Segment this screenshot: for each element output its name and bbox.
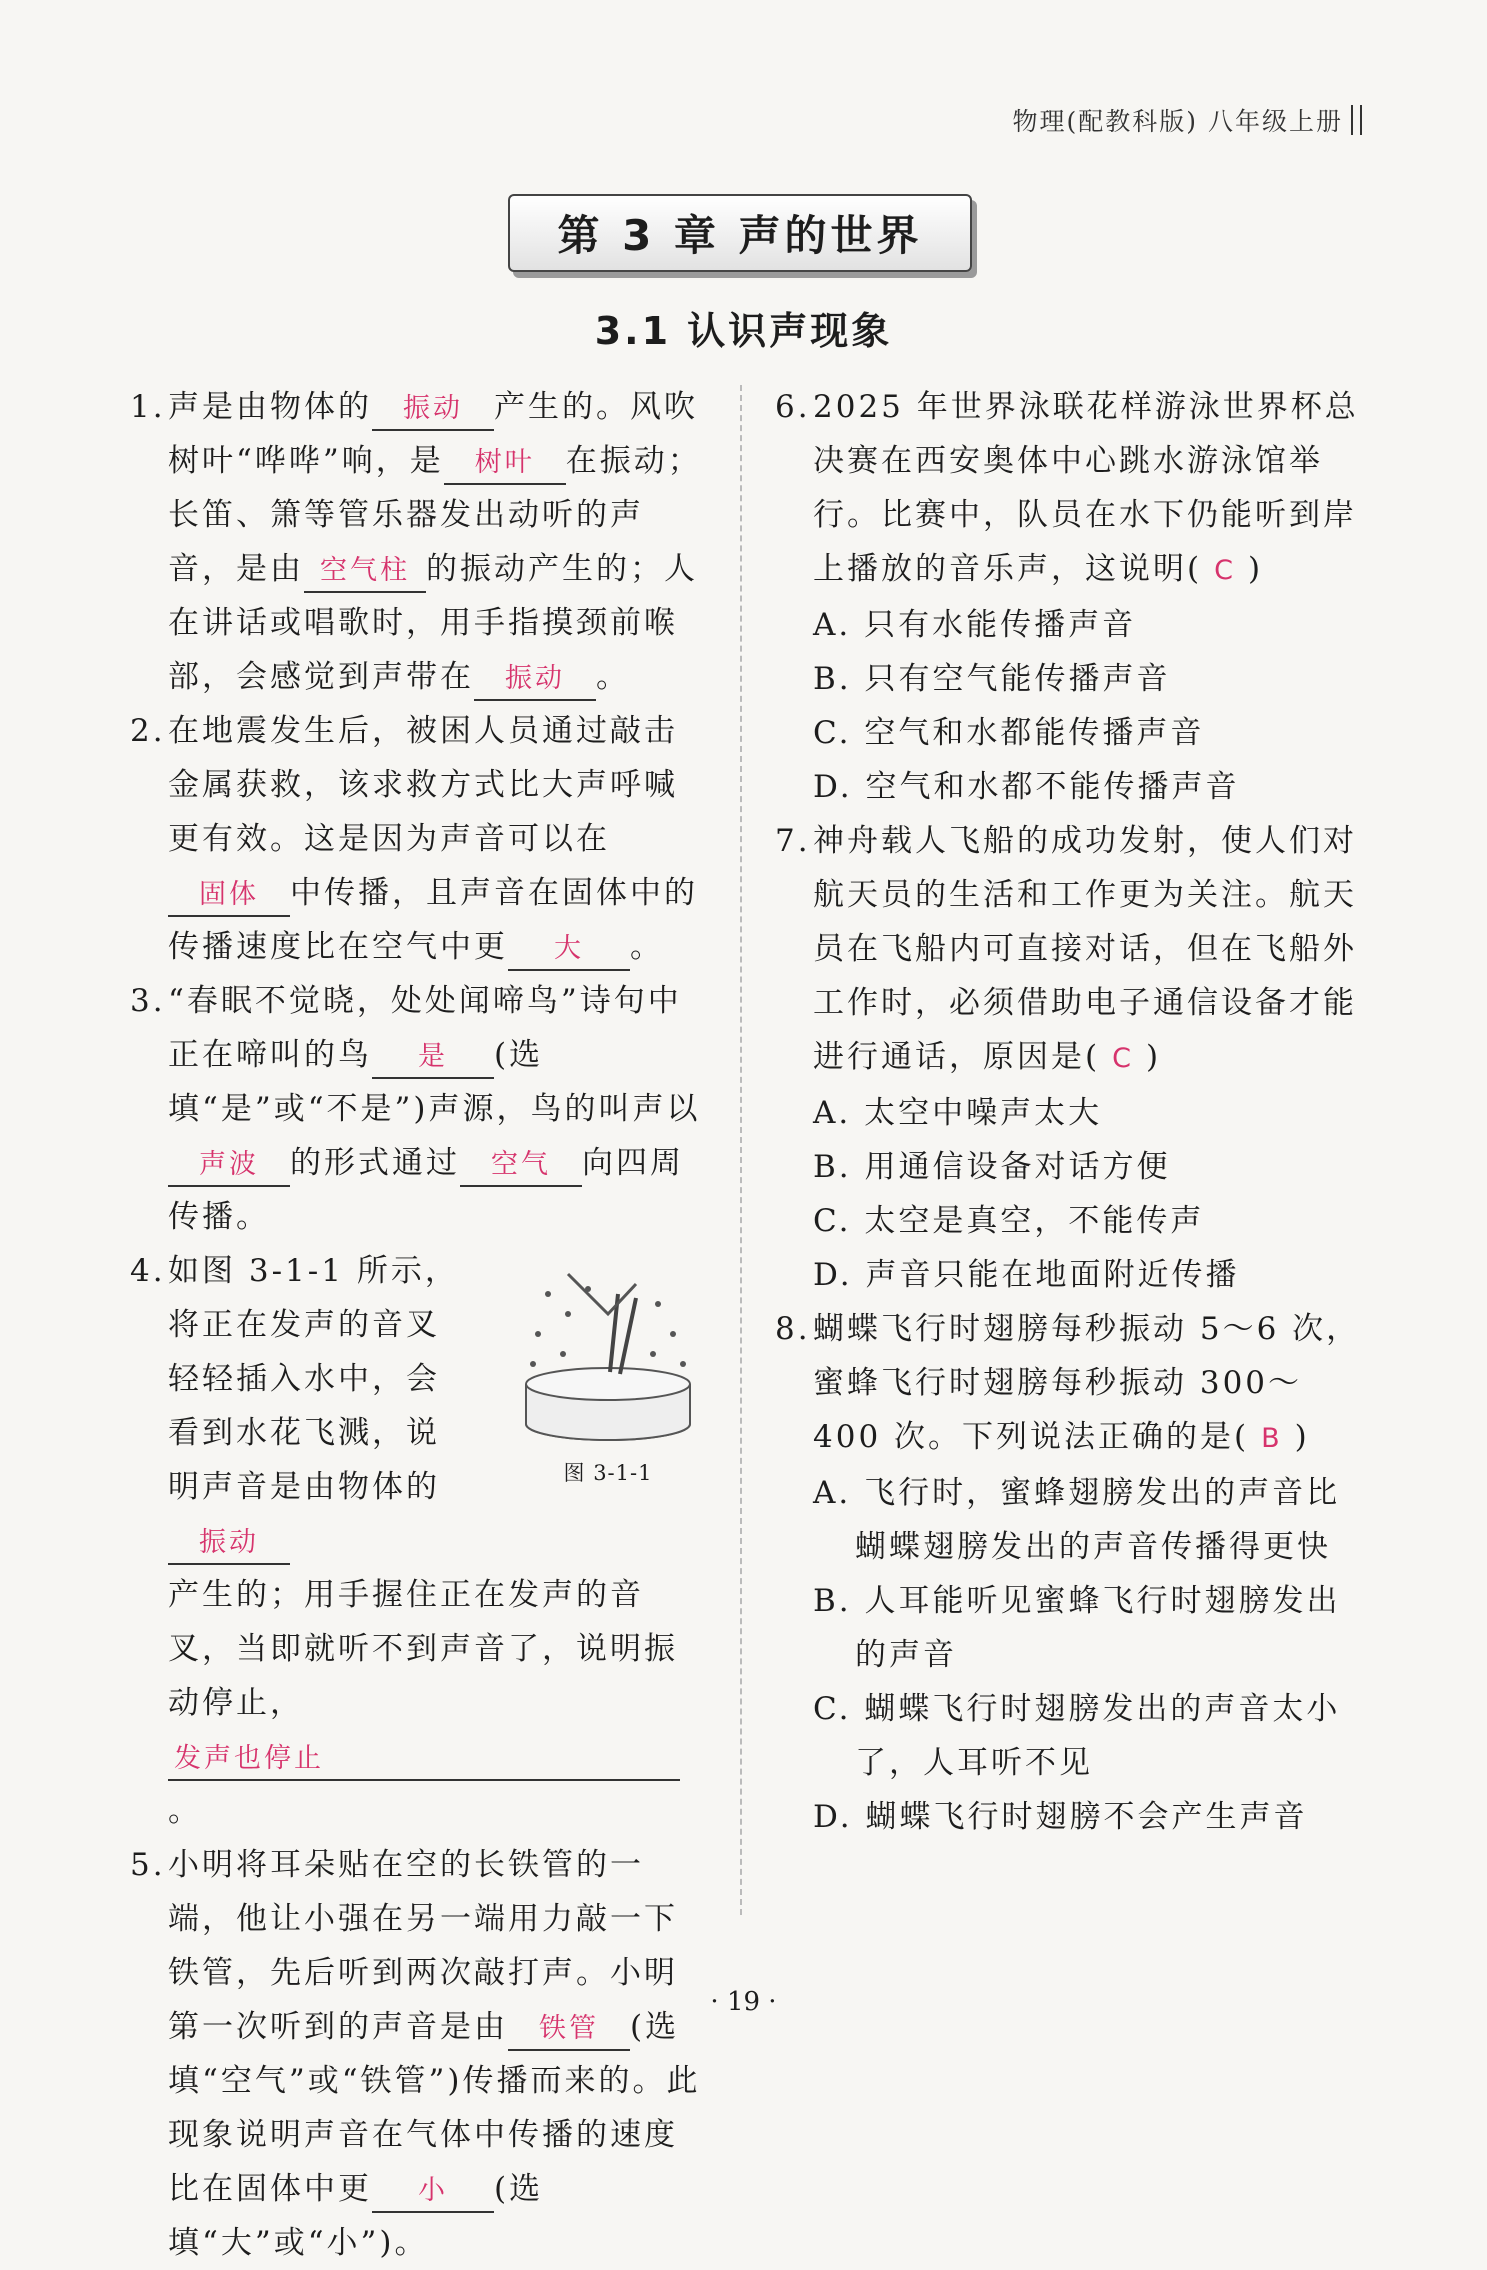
header-text: 物理(配教科版) 八年级上册 (1012, 107, 1343, 136)
option-a[interactable]: A. 太空中噪声太大 (813, 1095, 1103, 1131)
section-title: 3.1 认识声现象 (594, 309, 893, 353)
question-4 (130, 1244, 710, 1838)
option-c[interactable]: C. 空气和水都能传播声音 (813, 715, 1205, 751)
header-bars (1351, 105, 1362, 135)
answer-choice[interactable]: C (1112, 1043, 1134, 1074)
tuning-fork-figure (508, 1254, 708, 1488)
question-8 (775, 1302, 1365, 1844)
answer-blank[interactable]: 声波 (168, 1145, 290, 1187)
question-text: ) (1145, 1039, 1162, 1075)
question-text: ) (1247, 551, 1264, 587)
question-number: 6. (775, 389, 811, 425)
question-1 (130, 380, 710, 704)
question-text: 产生的；用手握住正在发声的音叉，当即就听不到声音了，说明振动停止， (168, 1577, 678, 1721)
page-number: · 19 · (710, 1987, 777, 2017)
option-b[interactable]: B. 人耳能听见蜜蜂飞行时翅膀发出的声音 (813, 1583, 1341, 1673)
question-number: 8. (775, 1311, 811, 1347)
question-text: 。 (168, 1793, 202, 1829)
question-text: 小明将耳朵贴在空的长铁管的一端，他让小强在另一端用力敲一下铁管，先后听到两次敲打声。小明第一次听到的声音是由 (168, 1847, 678, 2045)
question-text: (选填“是”或“不是”)声源，鸟的叫声以 (168, 1037, 701, 1127)
chapter-title: 第 3 章 声的世界 (508, 194, 972, 272)
answer-blank[interactable]: 振动 (168, 1523, 290, 1565)
option-b[interactable]: B. 只有空气能传播声音 (813, 661, 1171, 697)
question-text: 神舟载人飞船的成功发射，使人们对航天员的生活和工作更为关注。航天员在飞船内可直接对话，但在飞船外工作时，必须借助电子通信设备才能进行通话，原因是( (813, 823, 1357, 1075)
option-c[interactable]: C. 太空是真空，不能传声 (813, 1203, 1205, 1239)
answer-choice[interactable]: B (1261, 1423, 1283, 1454)
figure-caption: 图 3-1-1 (563, 1461, 653, 1485)
question-3 (130, 974, 710, 1244)
question-number: 2. (130, 713, 166, 749)
question-text: “春眠不觉晓，处处闻啼鸟”诗句中正在啼叫的鸟 (168, 983, 682, 1073)
question-number: 7. (775, 823, 811, 859)
answer-choice[interactable]: C (1214, 555, 1236, 586)
question-text: 。 (630, 929, 664, 965)
answer-blank[interactable]: 是 (372, 1037, 494, 1079)
option-a[interactable]: A. 飞行时，蜜蜂翅膀发出的声音比蝴蝶翅膀发出的声音传播得更快 (813, 1475, 1341, 1565)
answer-blank[interactable]: 振动 (372, 389, 494, 431)
option-d[interactable]: D. 空气和水都不能传播声音 (813, 769, 1240, 805)
question-number: 1. (130, 389, 166, 425)
question-text: 在地震发生后，被困人员通过敲击金属获救，该求救方式比大声呼喊更有效。这是因为声音可以在 (168, 713, 678, 857)
question-text: 的形式通过 (290, 1145, 460, 1181)
question-text: ) (1294, 1419, 1310, 1455)
answer-blank[interactable]: 大 (508, 929, 630, 971)
question-text: 。 (596, 659, 630, 695)
option-a[interactable]: A. 只有水能传播声音 (813, 607, 1137, 643)
question-number: 4. (130, 1253, 166, 1289)
answer-blank[interactable]: 振动 (474, 659, 596, 701)
question-text: 产生的。风吹树叶“哗哗”响，是 (168, 389, 698, 479)
answer-blank[interactable]: 树叶 (444, 443, 566, 485)
answer-blank[interactable]: 固体 (168, 875, 290, 917)
question-2 (130, 704, 710, 974)
question-text: 如图 3-1-1 所示，将正在发声的音叉轻轻插入水中，会看到水花飞溅，说明声音是由物体的 (168, 1253, 459, 1505)
column-divider (740, 385, 742, 1915)
tuning-fork-illustration (508, 1254, 708, 1454)
question-5 (130, 1838, 710, 2270)
answer-blank[interactable]: 发声也停止 (168, 1739, 680, 1781)
question-text: (选填“空气”或“铁管”)传播而来的。此现象说明声音在气体中传播的速度比在固体中更 (168, 2009, 701, 2207)
right-column (775, 380, 1365, 1844)
question-text: 中传播，且声音在固体中的传播速度比在空气中更 (168, 875, 698, 965)
question-text: 在振动；长笛、箫等管乐器发出动听的声音，是由 (168, 443, 702, 587)
answer-blank[interactable]: 小 (372, 2171, 494, 2213)
answer-blank[interactable]: 空气柱 (304, 551, 426, 593)
question-text: 向四周传播。 (168, 1145, 684, 1235)
question-6 (775, 380, 1365, 814)
page-header (1013, 102, 1362, 138)
question-text: 声是由物体的 (168, 389, 372, 425)
option-b[interactable]: B. 用通信设备对话方便 (813, 1149, 1171, 1185)
answer-blank[interactable]: 空气 (460, 1145, 582, 1187)
answer-blank[interactable]: 铁管 (508, 2009, 630, 2051)
question-number: 3. (130, 983, 166, 1019)
question-7 (775, 814, 1365, 1302)
question-number: 5. (130, 1847, 166, 1883)
question-text: 蝴蝶飞行时翅膀每秒振动 5～6 次，蜜蜂飞行时翅膀每秒振动 300～400 次。下列说法正确的是( (813, 1311, 1361, 1455)
question-text: 的振动产生的；人在讲话或唱歌时，用手指摸颈前喉部，会感觉到声带在 (168, 551, 698, 695)
question-text: 2025 年世界泳联花样游泳世界杯总决赛在西安奥体中心跳水游泳馆举行。比赛中，队员在水下仍能听到岸上播放的音乐声，这说明( (813, 389, 1359, 587)
option-c[interactable]: C. 蝴蝶飞行时翅膀发出的声音太小了，人耳听不见 (813, 1691, 1341, 1781)
option-d[interactable]: D. 蝴蝶飞行时翅膀不会产生声音 (813, 1799, 1308, 1835)
question-text: (选填“大”或“小”)。 (168, 2171, 544, 2261)
option-d[interactable]: D. 声音只能在地面附近传播 (813, 1257, 1240, 1293)
